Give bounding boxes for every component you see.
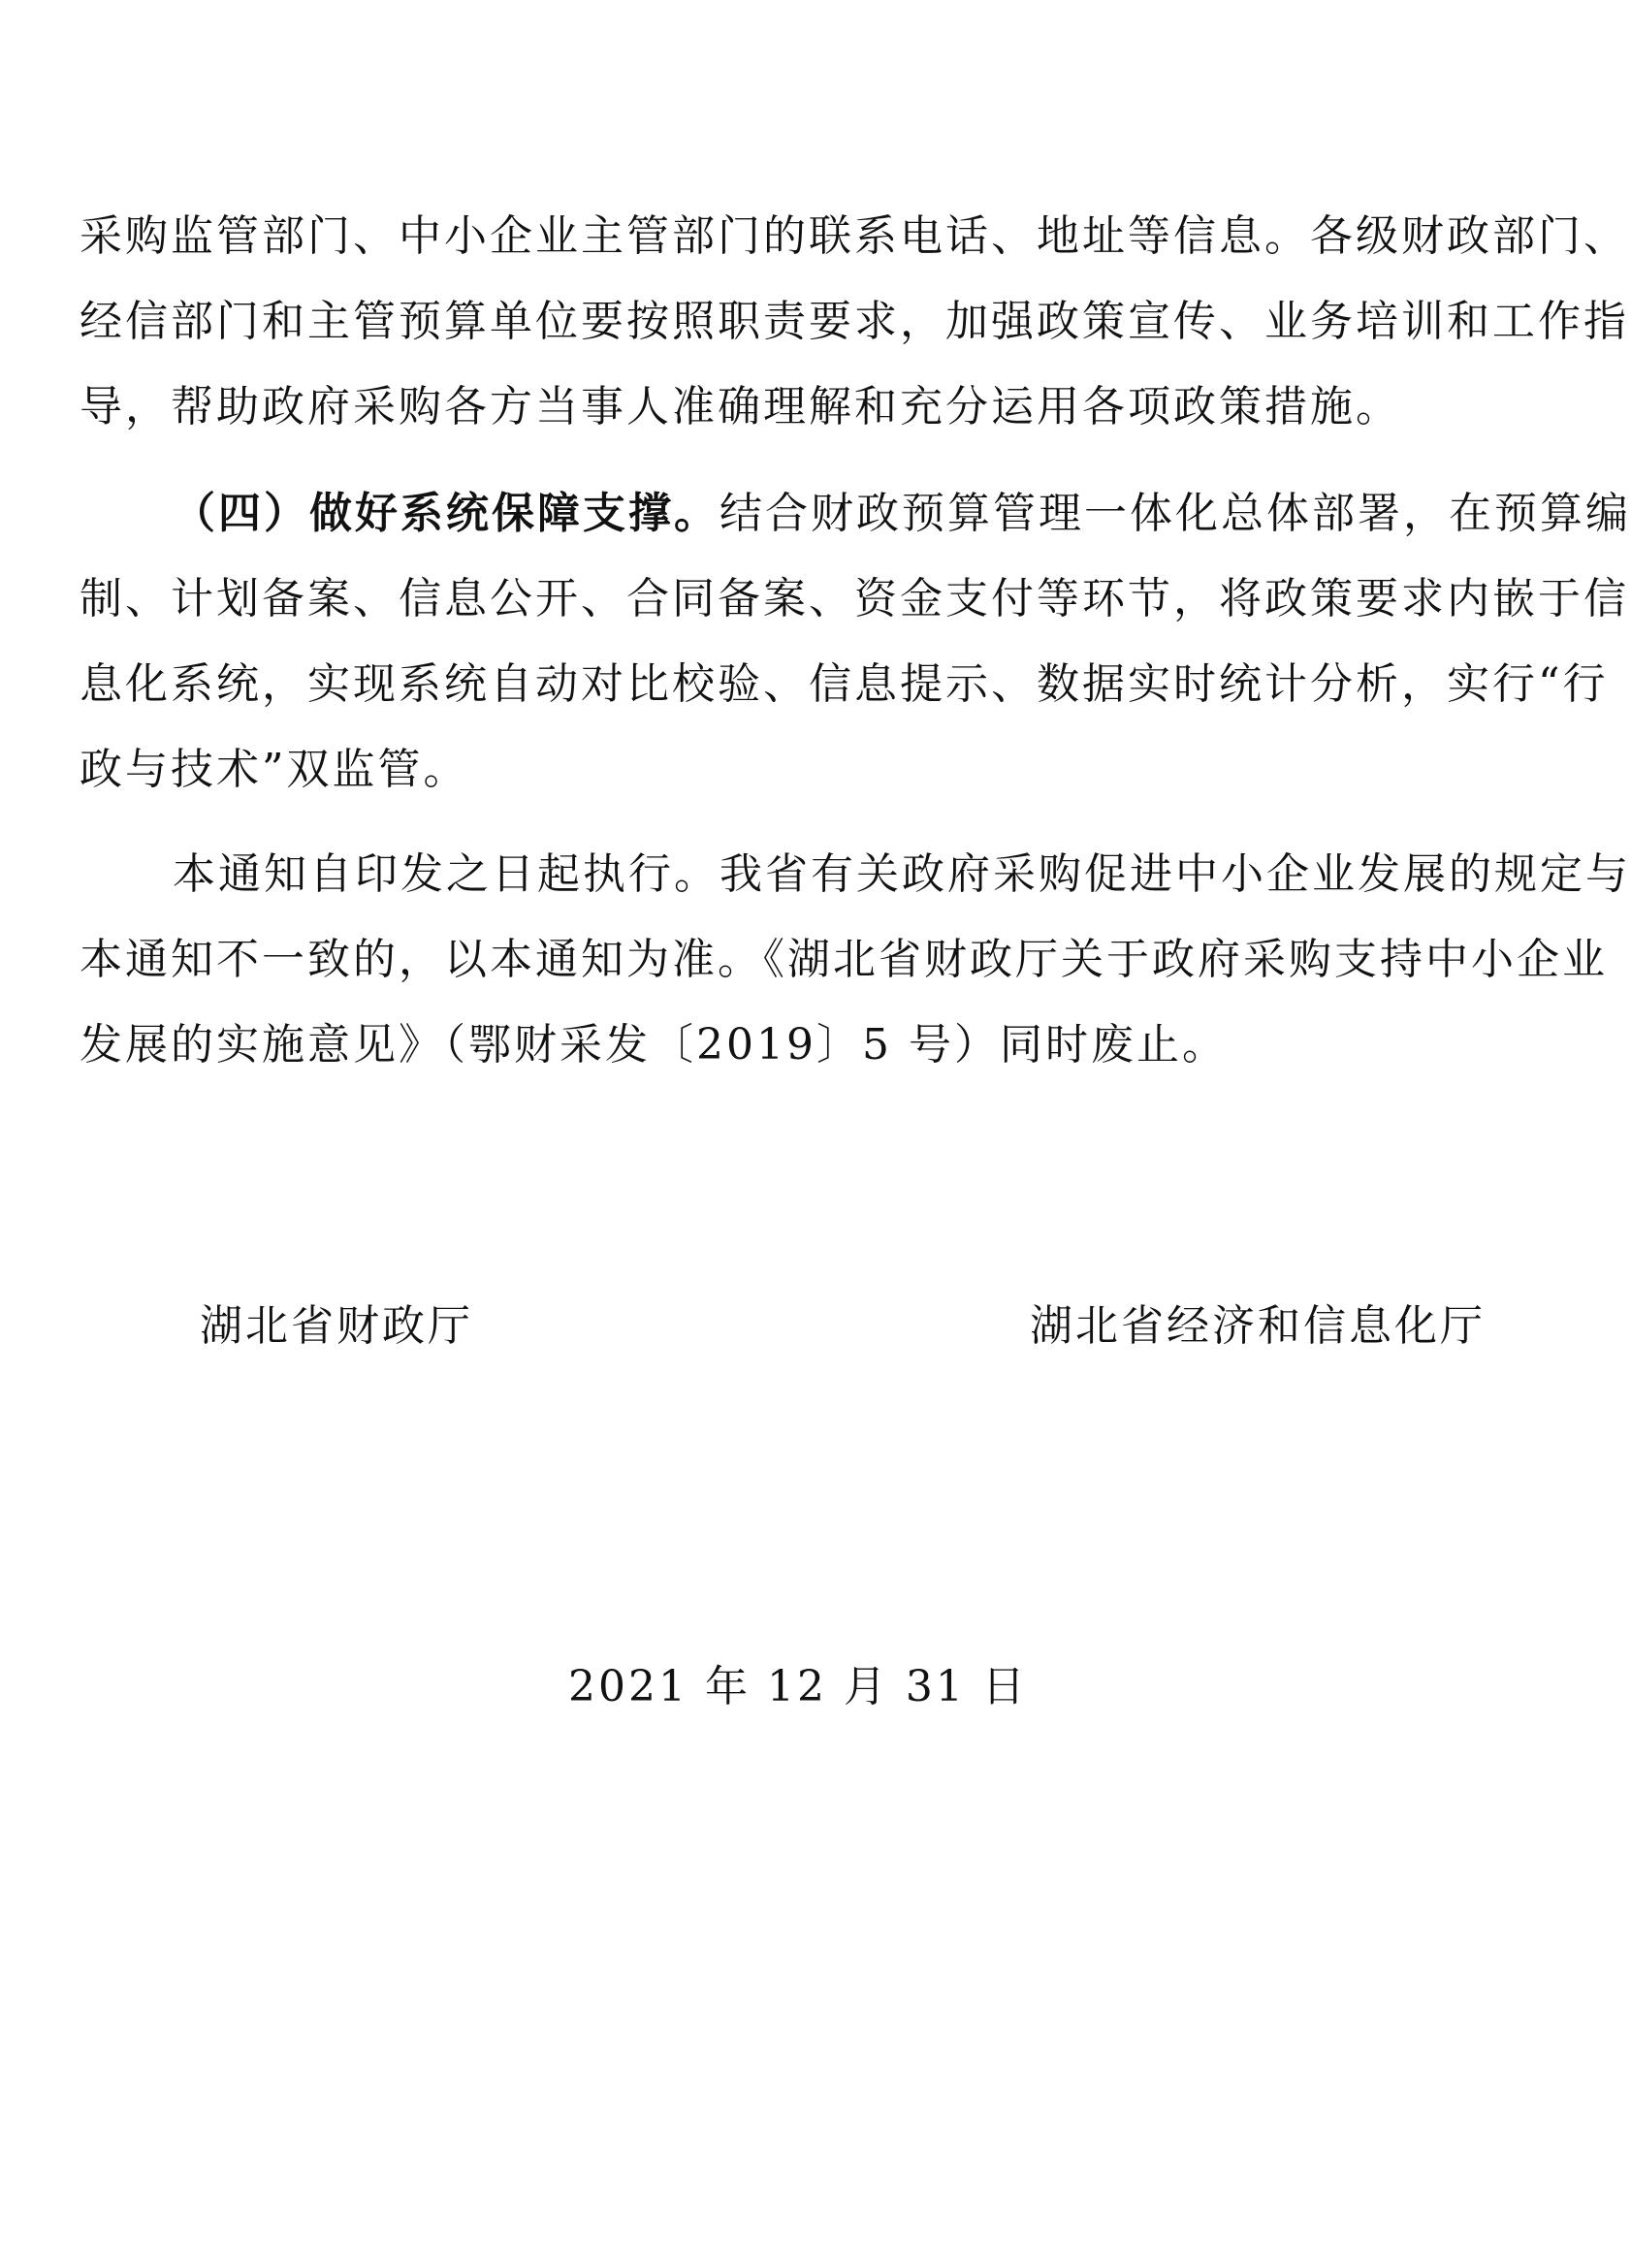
paragraph-line: 制、计划备案、信息公开、合同备案、资金支付等环节，将政策要求内嵌于信 — [80, 574, 1629, 623]
paragraph-line: 息化系统，实现系统自动对比校验、信息提示、数据实时统计分析，实行“行 — [80, 659, 1609, 709]
section-heading: （四）做好系统保障支撑。 — [173, 489, 720, 538]
paragraph-contact-info — [80, 194, 1629, 450]
paragraph-line: 采购监管部门、中小企业主管部门的联系电话、地址等信息。各级财政部门、 — [80, 211, 1629, 261]
paragraph-line: 政与技术”双监管。 — [80, 745, 469, 794]
paragraph-line: 导，帮助政府采购各方当事人准确理解和充分运用各项政策措施。 — [80, 382, 1401, 431]
paragraph-line: 本通知不一致的，以本通知为准。《湖北省财政厅关于政府采购支持中小企业 — [80, 935, 1608, 984]
paragraph-line: 本通知自印发之日起执行。我省有关政府采购促进中小企业发展的规定与 — [173, 849, 1631, 899]
paragraph-first-line — [80, 471, 1631, 557]
paragraph-line: 发展的实施意见》（鄂财采发〔2019〕5 号）同时废止。 — [80, 1020, 1228, 1070]
paragraph-effective-date — [80, 832, 1631, 1088]
paragraph-system-support — [80, 471, 1631, 813]
signature-economy-it-department: 湖北省经济和信息化厅 — [1030, 1301, 1486, 1351]
paragraph-line: 结合财政预算管理一体化总体部署，在预算编 — [720, 489, 1631, 538]
signature-finance-department: 湖北省财政厅 — [200, 1301, 473, 1351]
issue-date: 2021 年 12 月 31 日 — [568, 1662, 1028, 1711]
paragraph-line: 经信部门和主管预算单位要按照职责要求，加强政策宣传、业务培训和工作指 — [80, 297, 1629, 346]
